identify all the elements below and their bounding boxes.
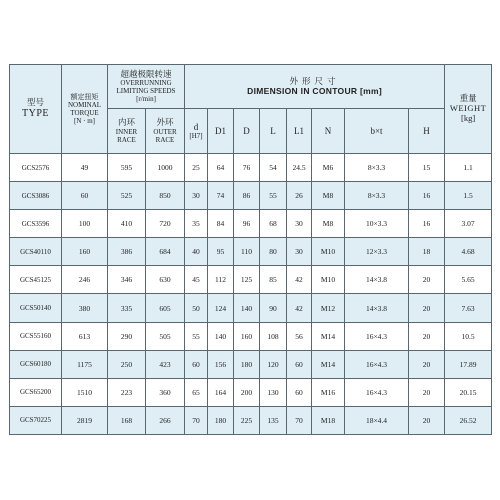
- speed-header-unit: [r/min]: [136, 95, 156, 104]
- table-row: [10, 210, 492, 238]
- cell-d1: 84: [208, 210, 234, 238]
- torque-header-unit: [N · m]: [74, 117, 95, 126]
- cell-n: M18: [312, 406, 345, 434]
- cell-type: GCS55160: [10, 322, 62, 350]
- cell-torque: 2819: [62, 406, 108, 434]
- cell-type: GCS3086: [10, 182, 62, 210]
- cell-bxt: 14×3.8: [345, 266, 409, 294]
- cell-d1: 156: [208, 350, 234, 378]
- cell-type: GCS3596: [10, 210, 62, 238]
- cell-d: 55: [185, 322, 208, 350]
- torque-header-cn: 额定扭矩: [70, 92, 99, 101]
- cell-d: 70: [185, 406, 208, 434]
- cell-n: M16: [312, 378, 345, 406]
- cell-d: 65: [185, 378, 208, 406]
- cell-weight: 1.5: [445, 182, 492, 210]
- cell-h: 20: [409, 378, 445, 406]
- cell-inner: 168: [108, 406, 146, 434]
- table-header: [10, 65, 492, 154]
- dimension-header-cn: 外形尺寸: [289, 75, 340, 86]
- cell-outer: 850: [146, 182, 185, 210]
- cell-inner: 595: [108, 154, 146, 182]
- cell-l1: 26: [287, 182, 312, 210]
- cell-l: 54: [260, 154, 287, 182]
- cell-d: 125: [234, 266, 260, 294]
- cell-type: GCS50140: [10, 294, 62, 322]
- cell-d1: 164: [208, 378, 234, 406]
- table-row: [10, 154, 492, 182]
- cell-h: 16: [409, 182, 445, 210]
- cell-bxt: 8×3.3: [345, 154, 409, 182]
- cell-d: 45: [185, 266, 208, 294]
- cell-l1: 70: [287, 406, 312, 434]
- cell-l1: 60: [287, 378, 312, 406]
- cell-d1: 95: [208, 238, 234, 266]
- cell-torque: 160: [62, 238, 108, 266]
- cell-outer: 720: [146, 210, 185, 238]
- cell-d1: 140: [208, 322, 234, 350]
- cell-torque: 49: [62, 154, 108, 182]
- cell-n: M12: [312, 294, 345, 322]
- speed-header: [108, 65, 185, 109]
- spec-table: [9, 64, 492, 435]
- weight-header-unit: [kg]: [461, 112, 476, 123]
- torque-header: [62, 65, 108, 154]
- cell-d: 225: [234, 406, 260, 434]
- cell-l1: 60: [287, 350, 312, 378]
- cell-d: 140: [234, 294, 260, 322]
- cell-d: 50: [185, 294, 208, 322]
- cell-d: 160: [234, 322, 260, 350]
- cell-bxt: 18×4.4: [345, 406, 409, 434]
- cell-torque: 613: [62, 322, 108, 350]
- table-row: [10, 238, 492, 266]
- torque-header-en: NOMINAL TORQUE: [67, 100, 102, 117]
- cell-type: GCS70225: [10, 406, 62, 434]
- inner-race-header-en: INNER RACE: [115, 127, 138, 144]
- cell-l: 120: [260, 350, 287, 378]
- d1-header: D1: [208, 109, 234, 154]
- cell-inner: 410: [108, 210, 146, 238]
- l-header: L: [260, 109, 287, 154]
- cell-outer: 423: [146, 350, 185, 378]
- cell-d1: 124: [208, 294, 234, 322]
- cell-weight: 7.63: [445, 294, 492, 322]
- cell-h: 20: [409, 294, 445, 322]
- cell-weight: 1.1: [445, 154, 492, 182]
- cell-l: 80: [260, 238, 287, 266]
- type-header-en: TYPE: [22, 108, 49, 120]
- cell-d: 86: [234, 182, 260, 210]
- cell-n: M14: [312, 350, 345, 378]
- cell-outer: 505: [146, 322, 185, 350]
- outer-race-header: [146, 109, 185, 154]
- cell-d: 110: [234, 238, 260, 266]
- cell-outer: 684: [146, 238, 185, 266]
- cell-d: 76: [234, 154, 260, 182]
- speed-header-cn: 超越极限转速: [120, 68, 172, 79]
- cell-l: 85: [260, 266, 287, 294]
- cell-l1: 30: [287, 238, 312, 266]
- table-row: [10, 266, 492, 294]
- cell-inner: 386: [108, 238, 146, 266]
- cell-l: 108: [260, 322, 287, 350]
- cell-torque: 100: [62, 210, 108, 238]
- cell-torque: 1175: [62, 350, 108, 378]
- cell-bxt: 14×3.8: [345, 294, 409, 322]
- weight-header: [445, 65, 492, 154]
- cell-bxt: 8×3.3: [345, 182, 409, 210]
- cell-bxt: 16×4.3: [345, 350, 409, 378]
- d-header: [185, 109, 208, 154]
- dimension-header: [185, 65, 445, 109]
- inner-race-header-cn: 内环: [117, 117, 135, 128]
- table-row: [10, 406, 492, 434]
- cell-bxt: 10×3.3: [345, 210, 409, 238]
- table-row: [10, 322, 492, 350]
- cell-l: 90: [260, 294, 287, 322]
- table-row: [10, 294, 492, 322]
- cell-type: GCS45125: [10, 266, 62, 294]
- cell-bxt: 16×4.3: [345, 322, 409, 350]
- cell-d1: 180: [208, 406, 234, 434]
- cell-outer: 266: [146, 406, 185, 434]
- cell-type: GCS40110: [10, 238, 62, 266]
- cell-inner: 525: [108, 182, 146, 210]
- cell-bxt: 16×4.3: [345, 378, 409, 406]
- cell-d1: 64: [208, 154, 234, 182]
- cell-d: 180: [234, 350, 260, 378]
- cell-l1: 42: [287, 294, 312, 322]
- cell-h: 20: [409, 350, 445, 378]
- cell-type: GCS2576: [10, 154, 62, 182]
- cell-h: 20: [409, 266, 445, 294]
- cell-n: M6: [312, 154, 345, 182]
- cell-outer: 1000: [146, 154, 185, 182]
- cell-d: 35: [185, 210, 208, 238]
- cell-d: 96: [234, 210, 260, 238]
- cell-weight: 10.5: [445, 322, 492, 350]
- d-header-fit: [H7]: [189, 132, 203, 141]
- cell-inner: 335: [108, 294, 146, 322]
- outer-d-header: D: [234, 109, 260, 154]
- table-row: [10, 378, 492, 406]
- inner-race-header: [108, 109, 146, 154]
- cell-h: 16: [409, 210, 445, 238]
- table-row: [10, 182, 492, 210]
- cell-l: 68: [260, 210, 287, 238]
- outer-race-header-cn: 外环: [156, 117, 174, 128]
- cell-type: GCS65200: [10, 378, 62, 406]
- cell-d: 200: [234, 378, 260, 406]
- cell-l: 135: [260, 406, 287, 434]
- cell-n: M8: [312, 210, 345, 238]
- cell-torque: 380: [62, 294, 108, 322]
- speed-header-en: OVERRUNNING LIMITING SPEEDS: [116, 79, 176, 96]
- cell-torque: 246: [62, 266, 108, 294]
- cell-torque: 60: [62, 182, 108, 210]
- cell-d1: 74: [208, 182, 234, 210]
- n-header: N: [312, 109, 345, 154]
- l1-header: L1: [287, 109, 312, 154]
- type-header: [10, 65, 62, 154]
- weight-header-en: WEIGHT: [449, 103, 487, 114]
- cell-d: 40: [185, 238, 208, 266]
- cell-outer: 605: [146, 294, 185, 322]
- cell-d: 25: [185, 154, 208, 182]
- cell-inner: 223: [108, 378, 146, 406]
- cell-outer: 630: [146, 266, 185, 294]
- cell-n: M8: [312, 182, 345, 210]
- cell-d: 60: [185, 350, 208, 378]
- outer-race-header-en: OUTER RACE: [153, 127, 177, 144]
- cell-l: 55: [260, 182, 287, 210]
- cell-weight: 4.68: [445, 238, 492, 266]
- cell-l: 130: [260, 378, 287, 406]
- bxt-header: b×t: [345, 109, 409, 154]
- cell-outer: 360: [146, 378, 185, 406]
- cell-weight: 20.15: [445, 378, 492, 406]
- cell-weight: 26.52: [445, 406, 492, 434]
- h-header: H: [409, 109, 445, 154]
- cell-inner: 346: [108, 266, 146, 294]
- d-header-label: d: [193, 121, 199, 132]
- cell-d: 30: [185, 182, 208, 210]
- cell-h: 18: [409, 238, 445, 266]
- cell-h: 20: [409, 406, 445, 434]
- cell-n: M14: [312, 322, 345, 350]
- cell-n: M10: [312, 266, 345, 294]
- cell-torque: 1510: [62, 378, 108, 406]
- cell-d1: 112: [208, 266, 234, 294]
- type-header-cn: 型号: [26, 97, 44, 108]
- cell-l1: 24.5: [287, 154, 312, 182]
- cell-l1: 42: [287, 266, 312, 294]
- cell-inner: 250: [108, 350, 146, 378]
- cell-weight: 3.07: [445, 210, 492, 238]
- cell-l1: 56: [287, 322, 312, 350]
- cell-type: GCS60180: [10, 350, 62, 378]
- table-body: [10, 154, 492, 435]
- cell-bxt: 12×3.3: [345, 238, 409, 266]
- cell-h: 20: [409, 322, 445, 350]
- table-row: [10, 350, 492, 378]
- weight-header-cn: 重量: [459, 93, 477, 104]
- cell-weight: 17.89: [445, 350, 492, 378]
- cell-inner: 290: [108, 322, 146, 350]
- cell-h: 15: [409, 154, 445, 182]
- dimension-header-en: DIMENSION IN CONTOUR [mm]: [247, 85, 382, 96]
- cell-n: M10: [312, 238, 345, 266]
- cell-weight: 5.65: [445, 266, 492, 294]
- cell-l1: 30: [287, 210, 312, 238]
